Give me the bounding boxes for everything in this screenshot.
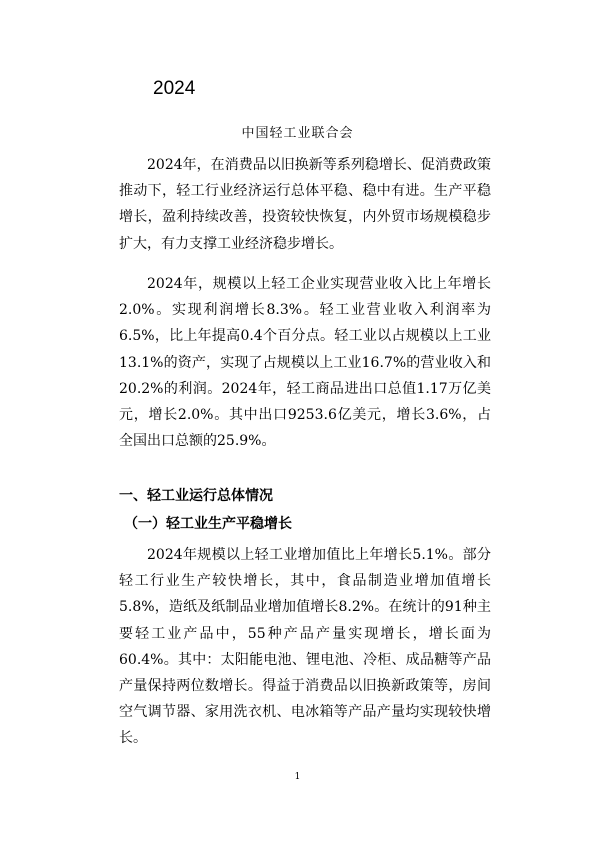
page-number: 1: [294, 772, 301, 782]
intro-paragraph: 2024年，在消费品以旧换新等系列稳增长、促消费政策推动下，轻工行业经济运行总体平稳、稳中有进。生产平稳增长，盈利持续改善，投资较快恢复，内外贸市场规模稳步扩大，有力支撑工业经济稳步增长。: [119, 157, 491, 252]
year-title: 2024: [153, 78, 196, 99]
revenue-profit-paragraph: 2024年，规模以上轻工企业实现营业收入比上年增长2.0%。实现利润增长8.3%。轻工业营业收入利润率为6.5%，比上年提高0.4个百分点。轻工业以占规模以上工业13.1%的资产，实现了占规模以上工业16.7%的营业收入和20.2%的利润。2024年，轻工商品进出口总值1.17万亿美元，增长2.0%。其中出口9253.6亿美元，增长3.6%，占全国出口总额的25.9%。: [119, 276, 491, 450]
production-paragraph: 2024年规模以上轻工业增加值比上年增长5.1%。部分轻工行业生产较快增长，其中，食品制造业增加值增长5.8%，造纸及纸制品业增加值增长8.2%。在统计的91种主要轻工业产品中，55种产品产量实现增长，增长面为60.4%。其中：太阳能电池、锂电池、冷柜、成品糖等产品产量保持两位数增长。得益于消费品以旧换新政策等，房间空气调节器、家用洗衣机、电冰箱等产品产量均实现较快增长。: [119, 547, 491, 747]
subsection-heading: （一）轻工业生产平稳增长: [124, 516, 292, 532]
section-heading: 一、轻工业运行总体情况: [119, 488, 273, 504]
organization-name: 中国轻工业联合会: [241, 126, 354, 141]
